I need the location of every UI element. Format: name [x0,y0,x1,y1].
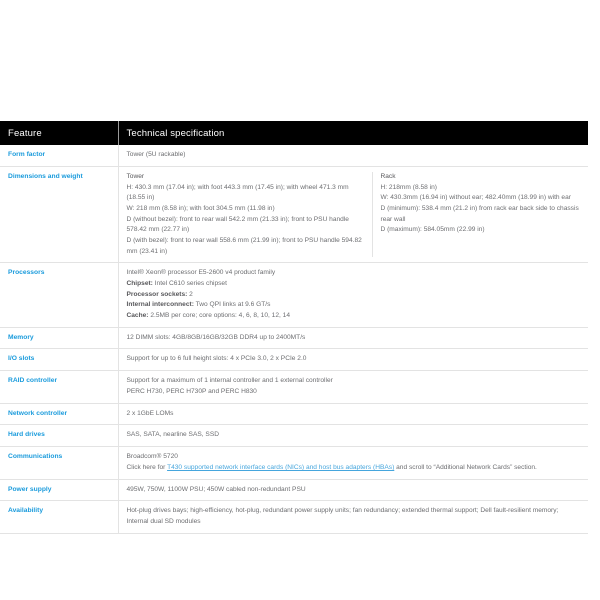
row-value-communications [118,447,588,479]
spec-line: 12 DIMM slots: 4GB/8GB/16GB/32GB DDR4 up to 2400MT/s [126,333,306,341]
tower-title: Tower [126,172,145,180]
tower-line: D (without bezel): front to rear wall 542.2 mm (21.33 in); front to PSU handle 578.42 mm (22.77 in) [126,215,349,234]
rack-line: D (minimum): 538.4 mm (21.2 in) from rack ear back side to chassis rear wall [380,204,579,223]
nic-hba-support-link[interactable]: T430 supported network interface cards (NICs) and host bus adapters (HBAs) [167,463,395,471]
link-suffix-text: and scroll to “Additional Network Cards” section. [394,463,537,471]
spec-line [127,290,581,301]
table-row [0,479,588,501]
spec-line: Broadcom® 5720 [126,453,178,461]
row-value-dimensions-and-weight [118,166,588,262]
row-label-dimensions-and-weight: Dimensions and weight [0,166,118,262]
row-label-hard-drives: Hard drives [0,425,118,447]
row-value-memory [118,327,588,349]
spec-line: PERC H730, PERC H730P and PERC H830 [126,387,257,395]
spec-line: Intel® Xeon® processor E5-2600 v4 product family [126,269,276,277]
table-header-row [0,121,588,145]
row-label-raid-controller: RAID controller [0,371,118,403]
rack-line: W: 430.3mm (16.94 in) without ear; 482.40mm (18.99 in) with ear [380,194,571,202]
column-header-feature: Feature [0,121,118,145]
row-value-hard-drives [118,425,588,447]
spec-line-with-link [127,463,581,474]
spec-line: Hot-plug drives bays; high-efficiency, hot-plug, redundant power supply units; fan redundancy; extended thermal support; Dell fault-resilient memory; Internal dual SD modules [126,507,559,526]
spec-line: Support for up to 6 full height slots: 4 x PCIe 3.0, 2 x PCIe 2.0 [126,355,307,363]
row-value-form-factor [118,145,588,166]
spec-line: Tower (5U rackable) [126,151,186,158]
spec-line [127,279,581,290]
row-value-raid-controller [118,371,588,403]
row-label-memory: Memory [0,327,118,349]
rack-line: D (maximum): 584.05mm (22.99 in) [380,226,485,234]
table-row [0,371,588,403]
table-row [0,145,588,166]
dimensions-split [127,172,589,257]
spec-label: Internal interconnect: [126,301,194,309]
row-value-availability [118,501,588,533]
spec-label: Processor sockets: [126,290,188,298]
column-header-technical-specification: Technical specification [118,121,588,145]
tower-line: D (with bezel): front to rear wall 558.6 mm (21.99 in); front to PSU handle 594.82 mm (23.41 in) [126,236,362,255]
spec-text: 2 [187,290,193,298]
row-label-network-controller: Network controller [0,403,118,425]
table-row [0,263,588,327]
table-row [0,501,588,533]
table-row [0,403,588,425]
table-body [0,145,588,533]
spec-line: SAS, SATA, nearline SAS, SSD [126,431,219,439]
rack-title: Rack [380,172,396,180]
rack-line: H: 218mm (8.58 in) [380,183,437,191]
row-label-availability: Availability [0,501,118,533]
dimensions-tower-column [127,172,372,257]
tower-line: H: 430.3 mm (17.04 in); with foot 443.3 mm (17.45 in); with wheel 471.3 mm (18.55 in) [126,183,349,202]
spec-label: Cache: [126,311,149,319]
spec-line [127,311,581,322]
spec-line: 2 x 1GbE LOMs [126,409,174,417]
spec-line: Support for a maximum of 1 internal controller and 1 external controller [126,377,333,385]
spec-text: Two QPI links at 9.6 GT/s [193,301,271,309]
row-value-network-controller [118,403,588,425]
spec-text: Intel C610 series chipset [152,279,227,287]
technical-specification-table [0,121,588,534]
spec-line: 495W, 750W, 1100W PSU; 450W cabled non-redundant PSU [126,485,306,493]
spec-line [127,300,581,311]
table-row [0,327,588,349]
row-value-processors [118,263,588,327]
row-label-form-factor: Form factor [0,145,118,166]
table-row [0,447,588,479]
table-header [0,121,588,145]
row-label-communications: Communications [0,447,118,479]
spec-text: 2.5MB per core; core options: 4, 6, 8, 10, 12, 14 [148,311,290,319]
link-prefix-text: Click here for [126,463,168,471]
table-row [0,425,588,447]
row-value-io-slots [118,349,588,371]
dimensions-rack-column [372,172,589,257]
table-row [0,349,588,371]
row-label-power-supply: Power supply [0,479,118,501]
spec-label: Chipset: [126,279,153,287]
row-label-processors: Processors [0,263,118,327]
row-label-io-slots: I/O slots [0,349,118,371]
row-value-power-supply [118,479,588,501]
tower-line: W: 218 mm (8.58 in); with foot 304.5 mm (11.98 in) [126,204,275,212]
table-row [0,166,588,262]
